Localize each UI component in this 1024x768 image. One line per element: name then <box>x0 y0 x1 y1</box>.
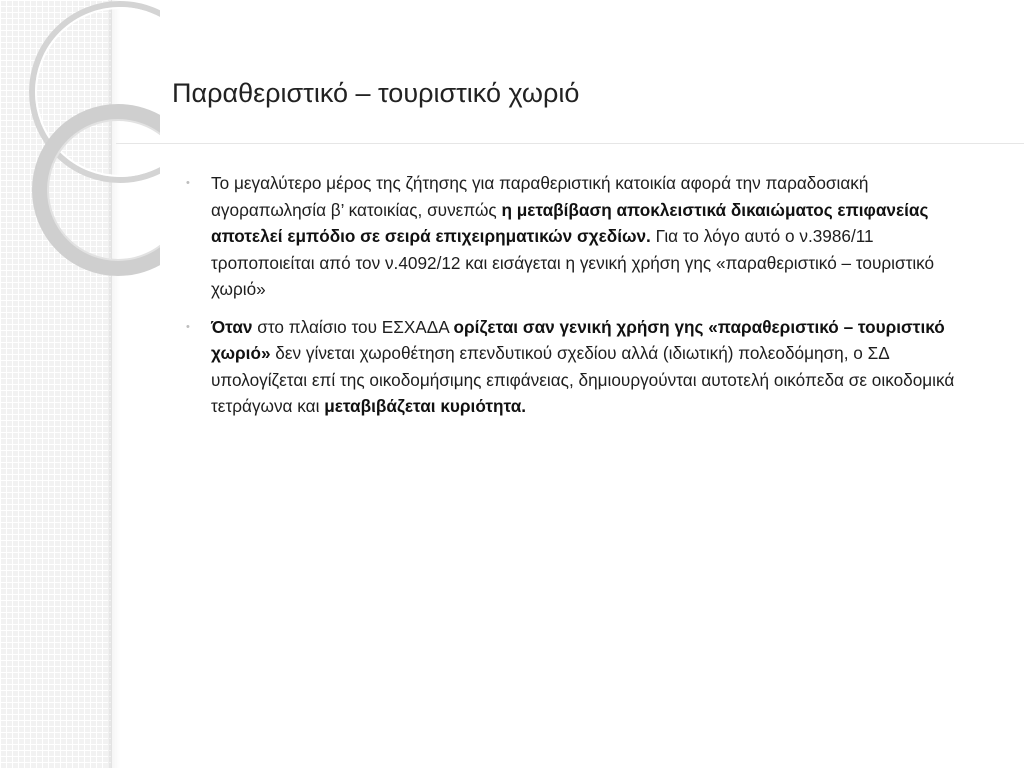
decorative-ring-small <box>40 112 160 268</box>
text-segment: Για το λόγο αυτό ο ν.3986/11 τροποποιείται από τον ν.4092/12 και εισάγεται η γενική χρήση γης «παραθεριστικό – τουριστικό χωριό» <box>211 226 935 299</box>
bullet-icon: • <box>186 320 190 333</box>
bullet-item <box>186 170 966 303</box>
text-segment-bold: η μεταβίβαση αποκλειστικά δικαιώματος επιφανείας αποτελεί εμπόδιο σε σειρά επιχειρηματικών σχεδίων. <box>211 199 929 246</box>
text-segment: στο πλαίσιο του ΕΣΧΑΔΑ <box>252 316 454 337</box>
title-divider <box>116 143 1024 144</box>
bullet-text <box>211 173 934 299</box>
decorative-rings <box>0 0 160 320</box>
bullet-list <box>186 170 966 431</box>
text-segment: Το μεγαλύτερο μέρος της ζήτησης για παραθεριστική κατοικία αφορά την παραδοσιακή αγοραπωλησία β’ κατοικίας, συνεπώς <box>211 173 869 220</box>
bullet-text <box>211 317 954 417</box>
text-segment-bold: μεταβιβάζεται κυριότητα. <box>324 396 527 416</box>
text-segment-bold: ορίζεται σαν γενική χρήση γης «παραθεριστικό – τουριστικό χωριό» <box>211 316 945 363</box>
slide-title: Παραθεριστικό – τουριστικό χωριό <box>172 78 580 108</box>
text-segment-bold: Όταν <box>211 316 253 337</box>
bullet-icon: • <box>186 177 190 189</box>
text-segment: δεν γίνεται χωροθέτηση επενδυτικού σχεδίου αλλά (ιδιωτική) πολεοδόμηση, ο ΣΔ υπολογίζεται επί της οικοδομήσιμης επιφάνειας, δημιουργούνται αυτοτελή οικόπεδα σε οικοδομικά τετράγωνα και <box>211 343 955 416</box>
bullet-item <box>186 314 966 420</box>
